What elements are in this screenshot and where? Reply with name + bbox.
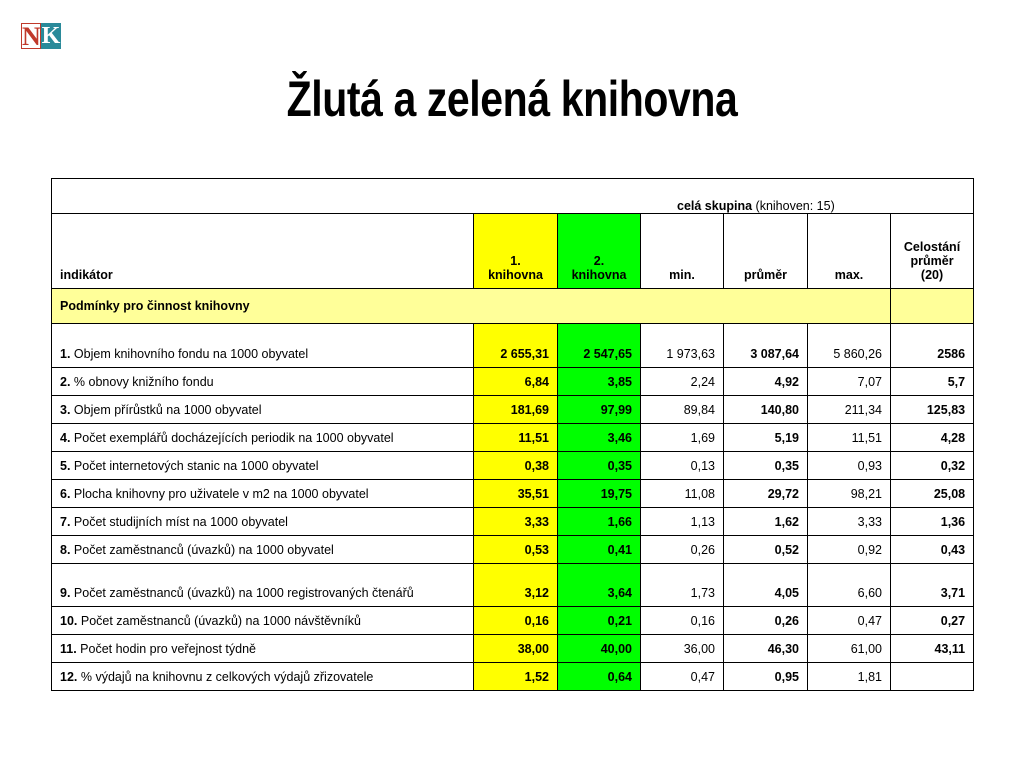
avg-value: 0,52 [724, 536, 808, 564]
min-value: 36,00 [641, 635, 724, 663]
lib1-value: 11,51 [474, 424, 558, 452]
indicator-text: Objem knihovního fondu na 1000 obyvatel [73, 347, 309, 361]
max-value: 1,81 [808, 663, 891, 691]
max-value: 0,47 [808, 607, 891, 635]
header-national: Celostání průměr (20) [891, 214, 974, 289]
section-title: Podmínky pro činnost knihovny [52, 289, 891, 324]
max-value: 61,00 [808, 635, 891, 663]
national-value: 5,7 [891, 368, 974, 396]
table-row [52, 536, 974, 564]
indicator-cell [52, 480, 474, 508]
section-row [52, 289, 974, 324]
group-count: (knihoven: 15) [755, 199, 835, 213]
avg-value: 0,26 [724, 607, 808, 635]
indicator-table [51, 178, 974, 691]
indicator-cell [52, 452, 474, 480]
national-value: 0,27 [891, 607, 974, 635]
indicator-number: 3. [60, 403, 71, 417]
header-lib1: 1. knihovna [474, 214, 558, 289]
avg-value: 1,62 [724, 508, 808, 536]
lib1-value: 0,53 [474, 536, 558, 564]
lib2-value: 0,41 [558, 536, 641, 564]
avg-value: 46,30 [724, 635, 808, 663]
avg-value: 4,92 [724, 368, 808, 396]
indicator-cell [52, 607, 474, 635]
lib2-value: 97,99 [558, 396, 641, 424]
max-value: 7,07 [808, 368, 891, 396]
indicator-text: % obnovy knižního fondu [73, 375, 214, 389]
header-avg: průměr [724, 214, 808, 289]
table-row [52, 368, 974, 396]
nk-logo [21, 23, 61, 49]
table-row [52, 508, 974, 536]
national-value: 0,32 [891, 452, 974, 480]
table-row [52, 564, 974, 607]
lib1-value: 2 655,31 [474, 324, 558, 368]
indicator-cell [52, 396, 474, 424]
max-value: 0,93 [808, 452, 891, 480]
group-label: celá skupina [677, 199, 753, 213]
table-row [52, 635, 974, 663]
indicator-number: 11. [60, 642, 77, 656]
max-value: 3,33 [808, 508, 891, 536]
table-row [52, 324, 974, 368]
max-value: 5 860,26 [808, 324, 891, 368]
table-row [52, 396, 974, 424]
min-value: 0,26 [641, 536, 724, 564]
indicator-text: Počet zaměstnanců (úvazků) na 1000 obyvatel [73, 543, 334, 557]
lib2-value: 2 547,65 [558, 324, 641, 368]
indicator-cell [52, 324, 474, 368]
indicator-cell [52, 564, 474, 607]
indicator-cell [52, 635, 474, 663]
indicator-text: Počet hodin pro veřejnost týdně [80, 642, 256, 656]
page-title: Žlutá a zelená knihovna [286, 71, 738, 127]
max-value: 11,51 [808, 424, 891, 452]
indicator-number: 4. [60, 431, 71, 445]
column-header-row [52, 214, 974, 289]
national-value: 2586 [891, 324, 974, 368]
min-value: 1,73 [641, 564, 724, 607]
indicator-text: Plocha knihovny pro uživatele v m2 na 1000 obyvatel [73, 487, 369, 501]
group-header-row [52, 179, 974, 214]
lib2-value: 3,64 [558, 564, 641, 607]
indicator-text: Počet internetových stanic na 1000 obyvatel [73, 459, 319, 473]
lib1-value: 38,00 [474, 635, 558, 663]
max-value: 6,60 [808, 564, 891, 607]
national-value: 4,28 [891, 424, 974, 452]
avg-value: 4,05 [724, 564, 808, 607]
lib2-value: 0,35 [558, 452, 641, 480]
min-value: 0,47 [641, 663, 724, 691]
lib1-value: 35,51 [474, 480, 558, 508]
indicator-text: Objem přírůstků na 1000 obyvatel [73, 403, 262, 417]
indicator-number: 10. [60, 614, 78, 628]
indicator-cell [52, 508, 474, 536]
group-header-cell [52, 179, 974, 214]
table-row [52, 424, 974, 452]
lib2-value: 3,46 [558, 424, 641, 452]
indicator-cell [52, 424, 474, 452]
indicator-number: 5. [60, 459, 71, 473]
min-value: 1,13 [641, 508, 724, 536]
lib2-value: 0,21 [558, 607, 641, 635]
avg-value: 0,95 [724, 663, 808, 691]
national-value: 43,11 [891, 635, 974, 663]
national-value: 25,08 [891, 480, 974, 508]
indicator-text: Počet zaměstnanců (úvazků) na 1000 registrovaných čtenářů [73, 586, 414, 600]
lib1-value: 0,16 [474, 607, 558, 635]
min-value: 11,08 [641, 480, 724, 508]
avg-value: 29,72 [724, 480, 808, 508]
national-value: 0,43 [891, 536, 974, 564]
indicator-text: Počet zaměstnanců (úvazků) na 1000 návštěvníků [80, 614, 361, 628]
indicator-cell [52, 368, 474, 396]
max-value: 211,34 [808, 396, 891, 424]
indicator-number: 8. [60, 543, 71, 557]
avg-value: 140,80 [724, 396, 808, 424]
min-value: 0,13 [641, 452, 724, 480]
max-value: 0,92 [808, 536, 891, 564]
min-value: 89,84 [641, 396, 724, 424]
indicator-cell [52, 536, 474, 564]
table-row [52, 452, 974, 480]
avg-value: 3 087,64 [724, 324, 808, 368]
logo-letter-k: K [41, 23, 61, 49]
header-max: max. [808, 214, 891, 289]
indicator-cell [52, 663, 474, 691]
lib2-value: 19,75 [558, 480, 641, 508]
lib2-value: 3,85 [558, 368, 641, 396]
lib1-value: 181,69 [474, 396, 558, 424]
national-value: 1,36 [891, 508, 974, 536]
header-indicator: indikátor [52, 214, 474, 289]
logo-letter-n: N [22, 22, 41, 51]
lib1-value: 1,52 [474, 663, 558, 691]
section-filler [891, 289, 974, 324]
lib1-value: 3,12 [474, 564, 558, 607]
header-lib2: 2. knihovna [558, 214, 641, 289]
indicator-number: 9. [60, 586, 71, 600]
indicator-number: 12. [60, 670, 78, 684]
lib1-value: 6,84 [474, 368, 558, 396]
min-value: 2,24 [641, 368, 724, 396]
lib2-value: 40,00 [558, 635, 641, 663]
lib1-value: 0,38 [474, 452, 558, 480]
min-value: 1,69 [641, 424, 724, 452]
avg-value: 0,35 [724, 452, 808, 480]
indicator-number: 1. [60, 347, 71, 361]
min-value: 0,16 [641, 607, 724, 635]
national-value: 3,71 [891, 564, 974, 607]
table-row [52, 480, 974, 508]
indicator-text: Počet studijních míst na 1000 obyvatel [73, 515, 288, 529]
indicator-number: 7. [60, 515, 71, 529]
indicator-number: 6. [60, 487, 71, 501]
avg-value: 5,19 [724, 424, 808, 452]
lib2-value: 1,66 [558, 508, 641, 536]
lib2-value: 0,64 [558, 663, 641, 691]
max-value: 98,21 [808, 480, 891, 508]
national-value: 125,83 [891, 396, 974, 424]
min-value: 1 973,63 [641, 324, 724, 368]
indicator-number: 2. [60, 375, 71, 389]
lib1-value: 3,33 [474, 508, 558, 536]
table-row [52, 607, 974, 635]
header-min: min. [641, 214, 724, 289]
national-value [891, 663, 974, 691]
indicator-text: Počet exemplářů docházejících periodik na 1000 obyvatel [73, 431, 394, 445]
table-row [52, 663, 974, 691]
indicator-text: % výdajů na knihovnu z celkových výdajů zřizovatele [80, 670, 374, 684]
